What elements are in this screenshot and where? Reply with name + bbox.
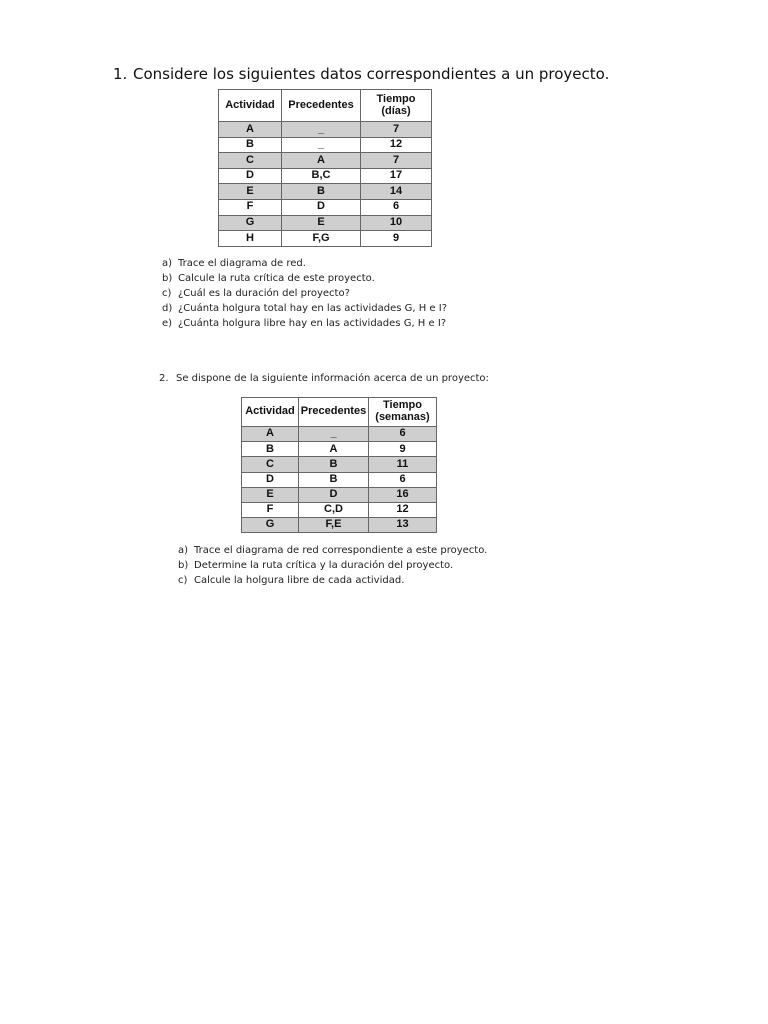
item-text: Trace el diagrama de red correspondiente a este proyecto.	[194, 545, 488, 556]
cell-tiempo: 6	[369, 427, 437, 442]
cell-actividad: D	[219, 168, 282, 184]
item-letter: a)	[178, 545, 189, 556]
header-actividad: Actividad	[242, 398, 299, 427]
table-row	[242, 502, 437, 517]
table-row	[219, 122, 432, 138]
table-row	[242, 442, 437, 457]
header-tiempo: Tiempo (semanas)	[369, 398, 437, 427]
table-row	[219, 137, 432, 153]
cell-actividad: B	[242, 442, 299, 457]
cell-precedentes: A	[282, 153, 361, 169]
item-text: Trace el diagrama de red.	[178, 258, 306, 269]
cell-precedentes: B	[299, 472, 369, 487]
question-number: 2.	[159, 373, 169, 384]
item-text: ¿Cuánta holgura total hay en las actividades G, H e I?	[178, 303, 448, 314]
cell-actividad: C	[219, 153, 282, 169]
cell-precedentes: F,G	[282, 231, 361, 247]
list-item	[178, 543, 487, 558]
cell-precedentes: D	[299, 487, 369, 502]
question-2-title	[159, 373, 489, 384]
cell-precedentes: A	[299, 442, 369, 457]
list-item	[178, 573, 487, 588]
cell-precedentes: E	[282, 215, 361, 231]
question-2-items	[178, 543, 487, 588]
cell-precedentes: _	[282, 137, 361, 153]
header-actividad: Actividad	[219, 90, 282, 122]
table-row	[242, 518, 437, 533]
cell-actividad: B	[219, 137, 282, 153]
cell-actividad: F	[219, 199, 282, 215]
cell-precedentes: _	[299, 427, 369, 442]
cell-tiempo: 10	[361, 215, 432, 231]
table-row	[242, 427, 437, 442]
item-letter: e)	[162, 318, 173, 329]
cell-tiempo: 6	[361, 199, 432, 215]
item-text: ¿Cuál es la duración del proyecto?	[178, 288, 350, 299]
cell-tiempo: 9	[361, 231, 432, 247]
activity-table-1	[218, 89, 432, 247]
table-row	[219, 231, 432, 247]
cell-precedentes: D	[282, 199, 361, 215]
table-row	[219, 153, 432, 169]
cell-actividad: D	[242, 472, 299, 487]
cell-actividad: H	[219, 231, 282, 247]
header-precedentes: Precedentes	[282, 90, 361, 122]
cell-tiempo: 14	[361, 184, 432, 200]
table-row	[219, 168, 432, 184]
list-item	[178, 558, 487, 573]
cell-tiempo: 16	[369, 487, 437, 502]
cell-precedentes: C,D	[299, 502, 369, 517]
activity-table-2	[241, 397, 437, 533]
item-letter: b)	[178, 560, 189, 571]
cell-tiempo: 6	[369, 472, 437, 487]
cell-actividad: A	[242, 427, 299, 442]
list-item	[162, 271, 447, 286]
question-text: Se dispone de la siguiente información acerca de un proyecto:	[176, 373, 489, 384]
table-header-row	[219, 90, 432, 122]
table-row	[242, 472, 437, 487]
cell-tiempo: 9	[369, 442, 437, 457]
item-text: ¿Cuánta holgura libre hay en las actividades G, H e I?	[178, 318, 447, 329]
list-item	[162, 286, 447, 301]
item-letter: a)	[162, 258, 173, 269]
item-letter: b)	[162, 273, 173, 284]
question-number: 1.	[113, 65, 128, 83]
table-row	[242, 457, 437, 472]
cell-precedentes: B,C	[282, 168, 361, 184]
cell-precedentes: B	[299, 457, 369, 472]
table-row	[242, 487, 437, 502]
cell-actividad: G	[219, 215, 282, 231]
table-header-row	[242, 398, 437, 427]
table-row	[219, 184, 432, 200]
cell-tiempo: 12	[369, 502, 437, 517]
cell-actividad: A	[219, 122, 282, 138]
cell-tiempo: 11	[369, 457, 437, 472]
cell-actividad: E	[242, 487, 299, 502]
cell-tiempo: 17	[361, 168, 432, 184]
item-letter: c)	[178, 575, 188, 586]
item-text: Calcule la holgura libre de cada actividad.	[194, 575, 405, 586]
question-1-title	[113, 65, 609, 83]
cell-precedentes: B	[282, 184, 361, 200]
cell-actividad: C	[242, 457, 299, 472]
table-row	[219, 199, 432, 215]
item-text: Calcule la ruta crítica de este proyecto.	[178, 273, 375, 284]
cell-actividad: G	[242, 518, 299, 533]
item-letter: c)	[162, 288, 172, 299]
item-letter: d)	[162, 303, 173, 314]
header-tiempo: Tiempo (días)	[361, 90, 432, 122]
header-precedentes: Precedentes	[299, 398, 369, 427]
cell-tiempo: 7	[361, 122, 432, 138]
list-item	[162, 256, 447, 271]
cell-precedentes: F,E	[299, 518, 369, 533]
cell-tiempo: 12	[361, 137, 432, 153]
question-text: Considere los siguientes datos correspondientes a un proyecto.	[133, 65, 610, 83]
cell-precedentes: _	[282, 122, 361, 138]
list-item	[162, 301, 447, 316]
table-row	[219, 215, 432, 231]
question-1-items	[162, 256, 447, 331]
cell-actividad: E	[219, 184, 282, 200]
list-item	[162, 316, 447, 331]
cell-tiempo: 13	[369, 518, 437, 533]
item-text: Determine la ruta crítica y la duración del proyecto.	[194, 560, 454, 571]
cell-actividad: F	[242, 502, 299, 517]
cell-tiempo: 7	[361, 153, 432, 169]
